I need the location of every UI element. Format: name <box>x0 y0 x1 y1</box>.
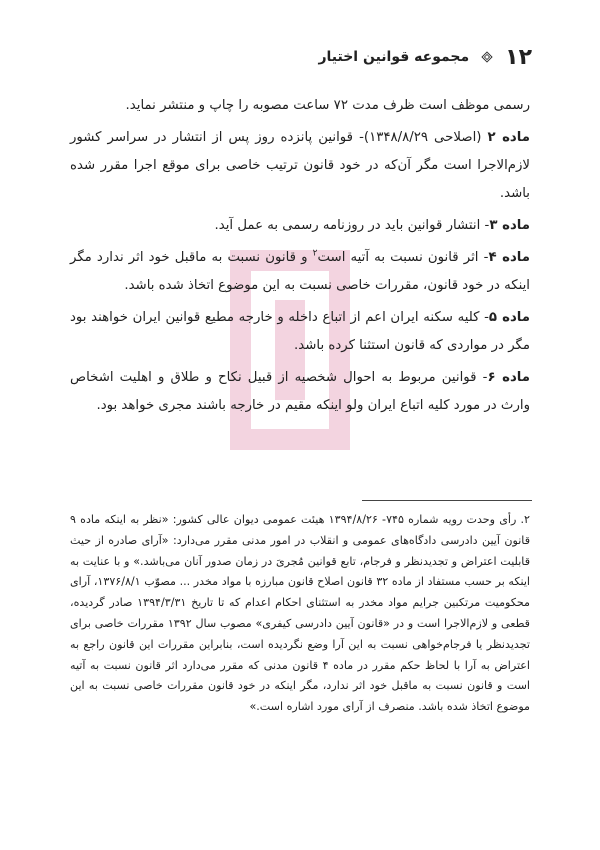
footnote-separator <box>362 500 532 501</box>
footnote-number: ۲. <box>520 513 531 526</box>
article-4 <box>70 244 530 300</box>
article-6 <box>70 364 530 420</box>
book-title: مجموعه قوانین اختیار <box>318 49 470 65</box>
footnotes <box>70 510 530 722</box>
article-label: ماده ۳ <box>489 218 530 233</box>
article-text: - قوانین مربوط به احوال شخصیه از قبیل نکاح و طلاق و اهلیت اشخاص وارث در مورد کلیه اتباع ایران ولو اینکه مقیم در خارجه باشند مجری خواهد بود. <box>70 370 530 413</box>
article-3 <box>70 212 530 240</box>
main-text <box>70 92 530 424</box>
article-text: (اصلاحی ۱۳۴۸/۸/۲۹)- قوانین پانزده روز پس از انتشار در سراسر کشور لازم‌الاجرا است مگر آن‌که در خود قانون ترتیب خاصی برای موقع اجرا مقرر شده باشد. <box>70 130 530 201</box>
article-label: ماده ۴ <box>488 250 530 265</box>
article-2 <box>70 124 530 208</box>
article-5 <box>70 304 530 360</box>
article-label: ماده ۶ <box>487 370 530 385</box>
footnote-text: رأی وحدت رویه شماره ۷۴۵- ۱۳۹۴/۸/۲۶ هیئت عمومی دیوان عالی کشور: «نظر به اینکه ماده ۹ قانون آیین دادرسی دادگاه‌های عمومی و انقلاب در امور مدنی مقرر می‌دارد: «آرای صادره از حیث قابلیت اعتراض و تجدیدنظر و فرجام، تابع قوانین مُجریَ در زمان صدور آنان می‌باشد.» و با عنایت به اینکه بر حسب مستفاد از ماده ۳۲ قانون اصلاح قانون مبارزه با مواد مخدر ... مصوّب ۱۳۷۶/۸/۱، آرای محکومیت مرتکبین جرایم مواد مخدر به استثنای احکام اعدام که تا تاریخ ۱۳۹۴/۳/۳۱ صادر گردیده، قطعی و لازم‌الاجرا است و در «قانون آیین دادرسی کیفری» مصوب سال ۱۳۹۲ مقررات خاصی برای تجدیدنظر یا فرجام‌خواهی نسبت به این آرا وضع نگردیده است، بنابراین مقررات این قانون راجع به اعتراض به آرا با لحاظ حکم مقرر در ماده ۴ قانون مدنی که مقرر می‌دارد اثر قانون نسبت به آتیه است و قانون نسبت به ماقبل خود اثر ندارد، مگر اینکه در خود قانون مقررات خاصی نسبت به این موضوع اتخاذ شده باشد. منصرف از آرای مورد اشاره است.» <box>70 513 531 714</box>
article-text: و قانون نسبت به ماقبل خود اثر ندارد مگر اینکه در خود قانون، مقررات خاصی نسبت به این موضوع اتخاذ شده باشد. <box>70 250 530 293</box>
page-number: ۱۲ <box>505 44 532 70</box>
footnote-item <box>70 510 530 718</box>
footnote-reference: ۲ <box>312 248 318 259</box>
article-label: ماده ۵ <box>488 310 530 325</box>
article-text: - کلیه سکنه ایران اعم از اتباع داخله و خارجه مطیع قوانین ایران خواهند بود مگر در مواردی که قانون استثنا کرده باشد. <box>70 310 530 353</box>
article-text: - اثر قانون نسبت به آتیه است <box>317 250 489 265</box>
running-header <box>68 40 532 74</box>
diamond-ornament-icon <box>479 49 495 65</box>
continued-paragraph: رسمی موظف است ظرف مدت ۷۲ ساعت مصوبه را چاپ و منتشر نماید. <box>125 98 530 113</box>
article-label: ماده ۲ <box>487 130 530 145</box>
article-text: - انتشار قوانین باید در روزنامه رسمی به عمل آید. <box>214 218 490 233</box>
